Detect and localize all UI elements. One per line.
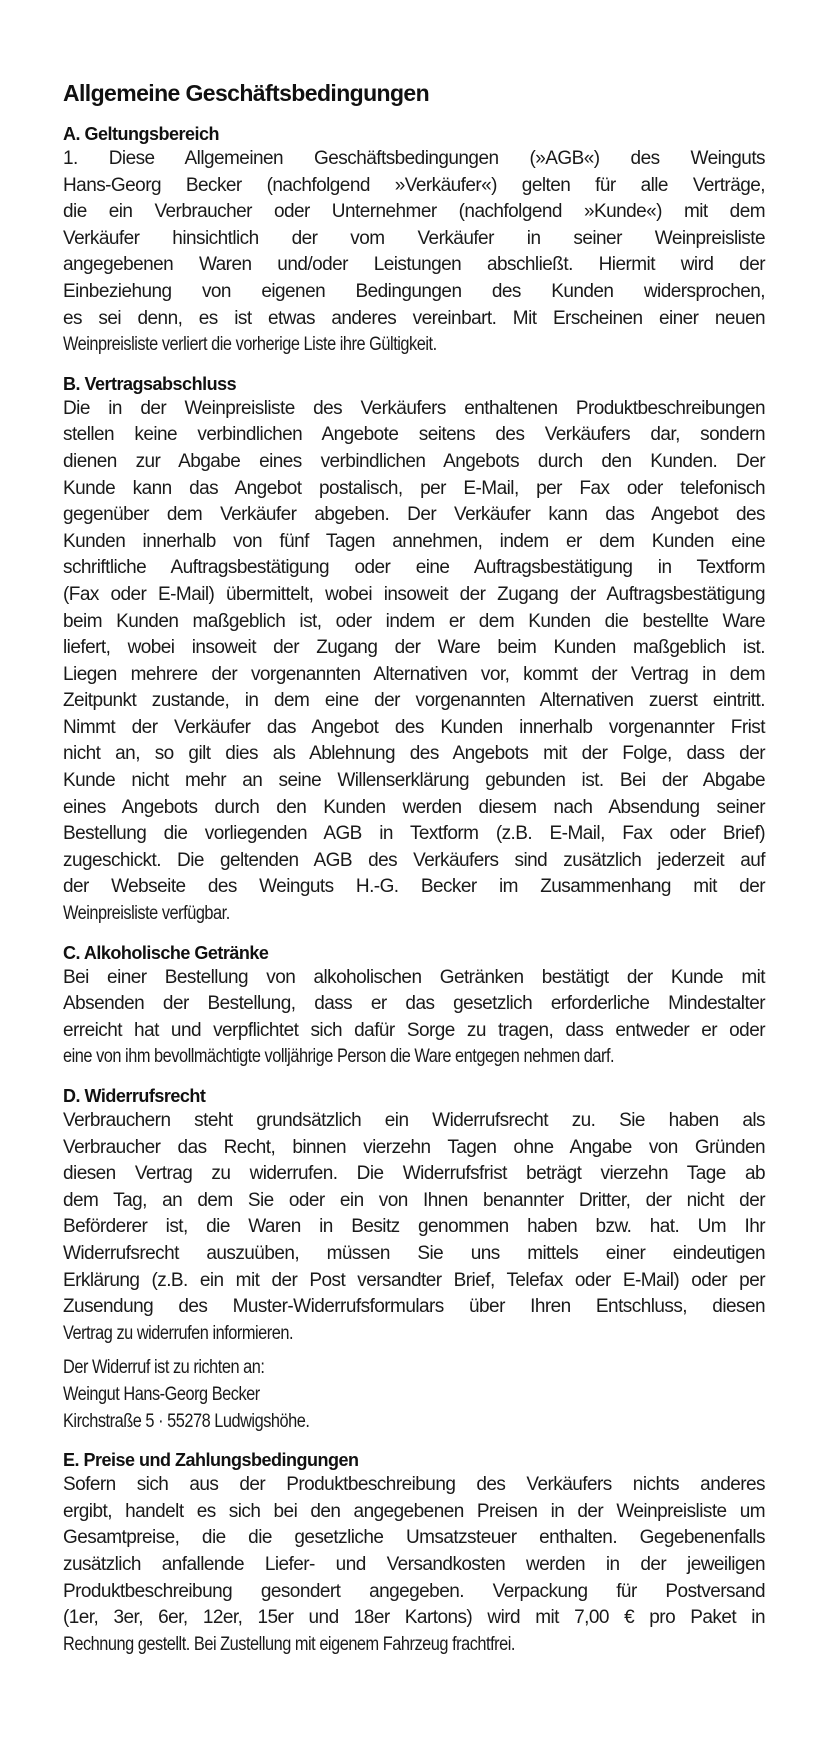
text-line: beim Kunden maßgeblich ist, oder indem er dem Kunden die bestellte Ware xyxy=(63,610,765,632)
text-line: Weingut Hans-Georg Becker xyxy=(63,1383,260,1405)
text-line: eine von ihm bevollmächtigte volljährige Person die Ware entgegen nehmen darf. xyxy=(63,1046,615,1068)
text-line: Absenden der Bestellung, dass er das gesetzlich erforderliche Mindestalter xyxy=(63,993,765,1015)
terms-document xyxy=(63,78,765,1671)
text-line: zugeschickt. Die geltenden AGB des Verkäufers sind zusätzlich jederzeit auf xyxy=(63,849,765,871)
text-line: nicht an, so gilt dies als Ablehnung des Angebots mit der Folge, dass der xyxy=(63,743,765,765)
text-line: schriftliche Auftragsbestätigung oder eine Auftragsbestätigung in Textform xyxy=(63,557,765,579)
section-geltungsbereich xyxy=(63,122,765,359)
text-line: Hans-Georg Becker (nachfolgend »Verkäufer«) gelten für alle Verträge, xyxy=(63,174,765,196)
text-line: Nimmt der Verkäufer das Angebot des Kunden innerhalb vorgenannter Frist xyxy=(63,716,765,738)
section-heading: D. Widerrufsrecht xyxy=(63,1086,206,1106)
text-line: Bei einer Bestellung von alkoholischen Getränken bestätigt der Kunde mit xyxy=(63,966,765,988)
text-line: Der Widerruf ist zu richten an: xyxy=(63,1357,265,1379)
text-line: Verbraucher das Recht, binnen vierzehn Tagen ohne Angabe von Gründen xyxy=(63,1136,765,1158)
section-heading: A. Geltungsbereich xyxy=(63,124,220,144)
text-line: Verbrauchern steht grundsätzlich ein Widerrufsrecht zu. Sie haben als xyxy=(63,1110,765,1131)
paragraph xyxy=(63,396,765,928)
section-alkoholische-getraenke xyxy=(63,941,765,1071)
text-line: Kunde kann das Angebot postalisch, per E-Mail, per Fax oder telefonisch xyxy=(63,477,765,499)
text-line: zusätzlich anfallende Liefer- und Versandkosten werden in der jeweiligen xyxy=(63,1553,765,1575)
text-line: Gesamtpreise, die die gesetzliche Umsatzsteuer enthalten. Gegebenenfalls xyxy=(63,1527,765,1549)
text-line: erreicht hat und verpflichtet sich dafür Sorge zu tragen, dass entweder er oder xyxy=(63,1019,765,1041)
text-line: Kunden innerhalb von fünf Tagen annehmen, indem er dem Kunden eine xyxy=(63,530,765,552)
text-line: Sofern sich aus der Produktbeschreibung des Verkäufers nichts anderes xyxy=(63,1474,765,1496)
text-line: Weinpreisliste verliert die vorherige Liste ihre Gültigkeit. xyxy=(63,334,437,356)
text-line: Einbeziehung von eigenen Bedingungen des Kunden widersprochen, xyxy=(63,280,765,302)
section-heading: C. Alkoholische Getränke xyxy=(63,942,269,963)
text-line: Bestellung die vorliegenden AGB in Textform (z.B. E-Mail, Fax oder Brief) xyxy=(63,823,765,845)
text-line: Beförderer ist, die Waren in Besitz genommen haben bzw. hat. Um Ihr xyxy=(63,1216,765,1238)
section-preise-zahlung xyxy=(63,1448,765,1658)
text-line: Verkäufer hinsichtlich der vom Verkäufer in seiner Weinpreisliste xyxy=(63,227,765,249)
paragraph xyxy=(63,146,765,359)
text-line: Zusendung des Muster-Widerrufsformulars über Ihren Entschluss, diesen xyxy=(63,1296,765,1318)
text-line: 1. Diese Allgemeinen Geschäftsbedingungen (»AGB«) des Weinguts xyxy=(63,148,765,169)
text-line: ergibt, handelt es sich bei den angegebenen Preisen in der Weinpreisliste um xyxy=(63,1500,765,1522)
text-line: Zeitpunkt zustande, in dem eine der vorgenannten Alternativen zuerst eintritt. xyxy=(63,690,765,712)
text-line: (1er, 3er, 6er, 12er, 15er und 18er Kartons) wird mit 7,00 € pro Paket in xyxy=(63,1607,765,1629)
text-line: Liegen mehrere der vorgenannten Alternativen vor, kommt der Vertrag in dem xyxy=(63,663,765,685)
text-line: dem Tag, an dem Sie oder ein von Ihnen benannter Dritter, der nicht der xyxy=(63,1189,765,1211)
text-line: Kirchstraße 5 · 55278 Ludwigshöhe. xyxy=(63,1410,310,1432)
text-line: diesen Vertrag zu widerrufen. Die Widerrufsfrist beträgt vierzehn Tage ab xyxy=(63,1163,765,1185)
document-title: Allgemeine Geschäftsbedingungen xyxy=(63,80,430,106)
text-line: es sei denn, es ist etwas anderes vereinbart. Mit Erscheinen einer neuen xyxy=(63,307,765,329)
text-line: Produktbeschreibung gesondert angegeben. Verpackung für Postversand xyxy=(63,1580,765,1602)
address-block xyxy=(63,1355,765,1435)
text-line: stellen keine verbindlichen Angebote seitens des Verkäufers dar, sondern xyxy=(63,424,765,446)
text-line: Weinpreisliste verfügbar. xyxy=(63,903,230,925)
text-line: Erklärung (z.B. ein mit der Post versandter Brief, Telefax oder E-Mail) oder per xyxy=(63,1269,765,1291)
text-line: der Webseite des Weinguts H.-G. Becker im Zusammenhang mit der xyxy=(63,876,765,898)
text-line: gegenüber dem Verkäufer abgeben. Der Verkäufer kann das Angebot des xyxy=(63,504,765,526)
text-line: Kunde nicht mehr an seine Willenserklärung gebunden ist. Bei der Abgabe xyxy=(63,770,765,792)
section-vertragsabschluss xyxy=(63,372,765,928)
text-line: die ein Verbraucher oder Unternehmer (nachfolgend »Kunde«) mit dem xyxy=(63,201,765,223)
text-line: angegebenen Waren und/oder Leistungen abschließt. Hiermit wird der xyxy=(63,254,765,276)
text-line: Die in der Weinpreisliste des Verkäufers enthaltenen Produktbeschreibungen xyxy=(63,397,765,419)
text-line: dienen zur Abgabe eines verbindlichen Angebots durch den Kunden. Der xyxy=(63,450,765,472)
paragraph xyxy=(63,1472,765,1658)
section-heading: B. Vertragsabschluss xyxy=(63,373,237,394)
text-line: (Fax oder E-Mail) übermittelt, wobei insoweit der Zugang der Auftragsbestätigung xyxy=(63,583,765,605)
text-line: Vertrag zu widerrufen informieren. xyxy=(63,1322,294,1344)
text-line: eines Angebots durch den Kunden werden diesem nach Absendung seiner xyxy=(63,796,765,818)
text-line: Widerrufsrecht auszuüben, müssen Sie uns mittels einer eindeutigen xyxy=(63,1242,765,1264)
text-line: Rechnung gestellt. Bei Zustellung mit eigenem Fahrzeug frachtfrei. xyxy=(63,1633,515,1655)
paragraph xyxy=(63,965,765,1071)
sections-container xyxy=(63,122,765,1658)
section-heading: E. Preise und Zahlungsbedingungen xyxy=(63,1450,359,1471)
section-widerrufsrecht xyxy=(63,1084,765,1435)
text-line: liefert, wobei insoweit der Zugang der Ware beim Kunden maßgeblich ist. xyxy=(63,637,765,659)
paragraph xyxy=(63,1108,765,1347)
